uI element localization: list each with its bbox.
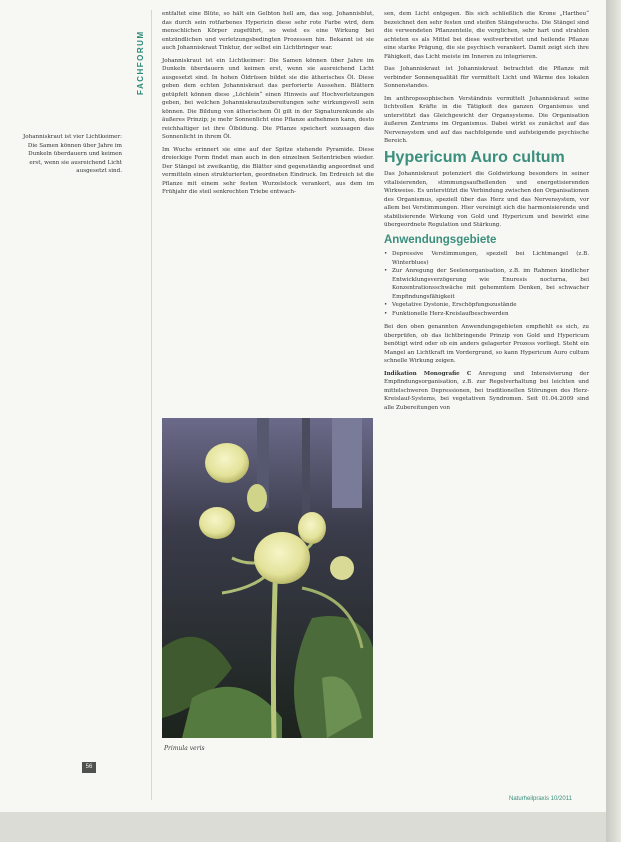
- section-label: FACHFORUM: [136, 30, 145, 95]
- right-paragraph: Das Johanniskraut ist Johanniskraut betrachtet die Pflanze mit verbinder Sonnenqualität für vermittelt Licht und Wärme des lokalen Sonnenstandes.: [384, 66, 589, 89]
- list-item: • Vegetative Dystonie, Erschöpfungszustände: [384, 301, 589, 310]
- margin-note-text: Johanniskraut ist vier Lichtkeimer: Die Samen können über Jahre im Dunkeln überdauern und keimen erst, wenn sie ausreichend Licht ausgesetzt sind.: [23, 134, 122, 174]
- list-item: • Zur Anregung der Seelenorganisation, z.B. im Rahmen kindlicher Entwicklungsverzögerung wie Enuresis nocturna, bei Konzentrationsschwäche mit gehemmtem Denken, bei schwacher Empfindungsfähigkeit: [384, 267, 589, 301]
- middle-paragraph: Johanniskraut ist ein Lichtkeimer: Die Samen können über Jahre im Dunkeln überdauern und keimen erst, wenn sie ausreichend Licht ausgesetzt sind. In hohen Öldrüsen bildet sie die ätherisches Öl. Diese geben dem echten Johanniskraut das perforierte Aussehen. Blättern getüpfelt können diese „Löchlein“ einen Hinweis auf Hochverletzungen geben, bei welchen Johanniskrautzubereitungen sehr wirkungsvoll sein können. Die Bildung von ätherischem Öl gilt in der Signaturenkunde als äußeres Prinzip; je mehr Sonnenlicht eine Pflanze aufnehmen kann, desto reichhaltiger ist ihre Ölbildung. Die Pflanze speichert sozusagen das Sonnenlicht in ihrem Öl.: [162, 57, 374, 140]
- subsection-heading: Anwendungsgebiete: [384, 233, 497, 246]
- right-paragraph: sen, dem Licht entgegen. Bis sich schließlich die Krone „Hartheu“ bezeichnet den sehr festen und steifen Stängelwuchs. Die Stängel sind die verwendeten Pflanzenteile, die verglichen, sehr hart und strahlen achteten es als Mittel bei diese weitverbreitet und heilende Pflanze eine starke Prägung, die sie psychisch verankert. Damit zeigt sich ihre Fähigkeit, das Licht meiste im Inneren zu integrieren.: [384, 11, 589, 60]
- indication-title: Indikation Monografie C: [384, 370, 472, 377]
- middle-column: [162, 10, 374, 201]
- middle-paragraph: Im Wuchs erinnert sie eine auf der Spitze stehende Pyramide. Diese dreieckige Form findet man auch in den einzelnen Seitentrieben wieder. Der Stängel ist zweikantig, die Blätter sind gegenständig angeordnet und vermitteln einen strukturierten, geordneten Eindruck. Im Erdreich ist die Pflanze mit einem sehr festen Wurzelstock verankert, aus dem im Frühjahr die steil senkrechten Triebe entwach-: [162, 146, 374, 195]
- right-paragraph: Im anthroposophischen Verständnis vermittelt Johanniskraut seine lichtvollen Kräfte in die Tätigkeit des ganzen Organismus und unterstützt das Gleichgewicht der Organsysteme. Die Organisation äußeren Zentrums im Organismus. Dabei wirkt es zunächst auf das Nervensystem und auf das nachfolgende und aufsteigende psychische Bereich.: [384, 95, 589, 144]
- list-item: • Funktionelle Herz-Kreislaufbeschwerden: [384, 310, 589, 319]
- middle-paragraph: entfaltet eine Blüte, so hält ein Gelbton hell am, das sog. Johannisblut, das durch sein rotfarbenes Hypericin diese sehr rote Farbe wird, dem menschlichen Körper zugeführt, so weist es eine Wirkung bei entzündlichen und verletzungsbedingten Prozessen hin. Bekannt ist sie auch Johanniskraut Tinktur, der selbst ein Lichtbringer war.: [162, 11, 374, 51]
- indication-list: [384, 250, 589, 318]
- page-edge: [606, 0, 621, 842]
- indication-text: Anregung und Intensivierung der Empfindungsorganisation, z.B. zur Regelverhaltung bei leichten und mittelschweren Depressionen, bei traditionellen Störungen des Herz-Kreislauf-Systems, bei vegetativen Syndromen. Seit 01.04.2009 sind alle Zubereitungen von: [384, 370, 590, 411]
- list-item: • Depressive Verstimmungen, speziell bei Lichtmangel (z.B. Winterblues): [384, 250, 589, 267]
- page-number: 56: [82, 762, 96, 773]
- column-divider: [151, 10, 152, 800]
- plant-photo: [162, 418, 373, 738]
- indication-paragraph: [384, 370, 589, 413]
- photo-caption: Primula veris: [164, 745, 205, 752]
- after-list-paragraph: Bei den oben genannten Anwendungsgebieten empfiehlt es sich, zu überprüfen, ob das lichtbringende Prinzip von Gold und Hypericum benötigt wird oder ob ein anders gelagerter Prozess vorliegt. Steht ein Mangel an Lichtkraft im Vordergrund, so kann Hypericum Auro cultum schnelle Wirkung zeigen.: [384, 324, 589, 364]
- margin-note: [22, 133, 122, 180]
- primrose-photo-illustration: [162, 418, 373, 738]
- section-paragraph: Das Johanniskraut potenziert die Goldwirkung besonders in seiner vitalisierenden, stimmungsaufhellenden und energetisierenden Wirkweise. Es unterstützt die Verbindung zwischen den Organisationen des Organismus, speziell über das Herz und das Nervensystem, vor allem bei Verstimmungen. Hier vereinigt sich die harmonisierende und stabilisierende Wirkung von Gold und Hypericum und bewirkt eine übergeordnete Regulation und Stärkung.: [384, 171, 589, 228]
- footer-publication: Naturheilpraxis 10/2011: [509, 796, 572, 802]
- section-heading: Hypericum Auro cultum: [384, 148, 565, 166]
- right-column: [384, 10, 589, 416]
